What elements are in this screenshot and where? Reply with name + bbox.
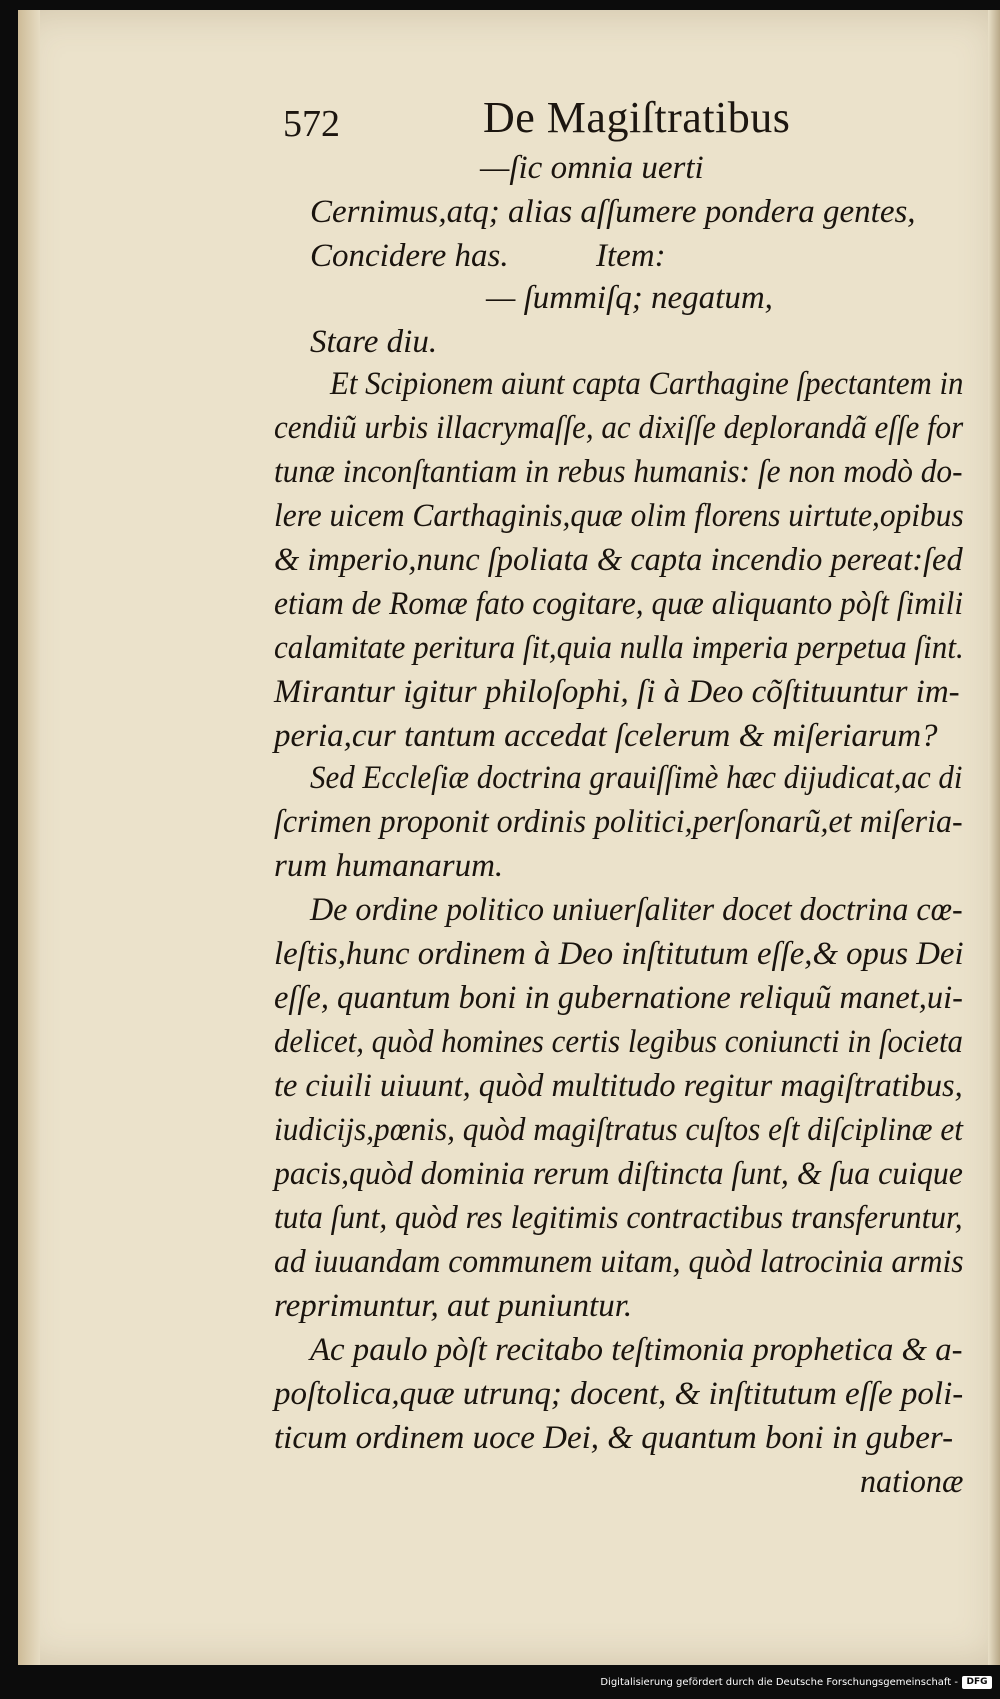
text-line: Mirantur igitur philoſophi, ſi à Deo cõſtituuntur im-	[274, 674, 960, 710]
catchword: nationæ	[860, 1464, 964, 1500]
text-line: eſſe, quantum boni in gubernatione reliquũ manet,ui-	[274, 980, 963, 1016]
text-line: leſtis,hunc ordinem à Deo inſtitutum eſſe,& opus Dei	[274, 936, 964, 972]
text-line: tuta ſunt, quòd res legitimis contractibus transferuntur,	[274, 1200, 963, 1236]
text-line: delicet, quòd homines certis legibus coniuncti in ſocieta	[274, 1024, 963, 1060]
text-line: etiam de Romæ fato cogitare, quæ aliquanto pòſt ſimili	[274, 586, 964, 622]
running-head: De Magiſtratibus	[483, 93, 791, 142]
funding-credit: Digitalisierung gefördert durch die Deutsche Forschungsgemeinschaft -	[600, 1677, 958, 1688]
page-fore-edge	[988, 10, 1000, 1665]
text-line: Stare diu.	[310, 324, 438, 360]
page-number: 572	[283, 103, 340, 145]
text-line: Item:	[596, 238, 666, 274]
text-line: calamitate peritura ſit,quia nulla imperia perpetua ſint.	[274, 630, 964, 666]
footer-bar	[0, 1665, 1000, 1699]
text-line: lere uicem Carthaginis,quæ olim florens uirtute,opibus	[274, 498, 964, 534]
text-line: Ac paulo pòſt recitabo teſtimonia prophetica & a-	[310, 1332, 963, 1368]
text-line: cendiũ urbis illacrymaſſe, ac dixiſſe deplorandã eſſe for	[274, 410, 964, 446]
text-line: pacis,quòd dominia rerum diſtincta ſunt, & ſua cuique	[274, 1156, 963, 1192]
text-line: ſcrimen proponit ordinis politici,perſonarũ,et miſeria-	[274, 804, 963, 840]
text-line: rum humanarum.	[274, 848, 504, 884]
text-line: —ſic omnia uerti	[480, 150, 704, 186]
text-line: Cernimus,atq; alias aſſumere pondera gentes,	[310, 194, 916, 230]
text-line: peria,cur tantum accedat ſcelerum & miſeriarum?	[274, 718, 938, 754]
text-line: ad iuuandam communem uitam, quòd latrocinia armis	[274, 1244, 964, 1280]
page-gutter	[18, 10, 40, 1665]
dfg-logo: DFG	[962, 1676, 992, 1689]
text-line: tunæ inconſtantiam in rebus humanis: ſe non modò do-	[274, 454, 963, 490]
text-line: Concidere has.	[310, 238, 509, 274]
text-line: ticum ordinem uoce Dei, & quantum boni in guber-	[274, 1420, 954, 1456]
text-line: & imperio,nunc ſpoliata & capta incendio pereat:ſed	[274, 542, 963, 578]
text-line: Sed Eccleſiæ doctrina grauiſſimè hæc dijudicat,ac di	[310, 760, 963, 796]
text-line: poſtolica,quæ utrunq; docent, & inſtitutum eſſe poli-	[274, 1376, 964, 1412]
text-line: De ordine politico uniuerſaliter docet doctrina cœ-	[310, 892, 963, 928]
page-header	[283, 90, 843, 150]
text-line: iudicijs,pœnis, quòd magiſtratus cuſtos eſt diſciplinæ et	[274, 1112, 963, 1148]
text-line: Et Scipionem aiunt capta Carthagine ſpectantem in	[330, 366, 964, 402]
text-line: te ciuili uiuunt, quòd multitudo regitur magiſtratibus,	[274, 1068, 963, 1104]
text-line: — ſummiſq; negatum,	[486, 280, 773, 316]
book-page	[18, 10, 1000, 1665]
text-line: reprimuntur, aut puniuntur.	[274, 1288, 633, 1324]
